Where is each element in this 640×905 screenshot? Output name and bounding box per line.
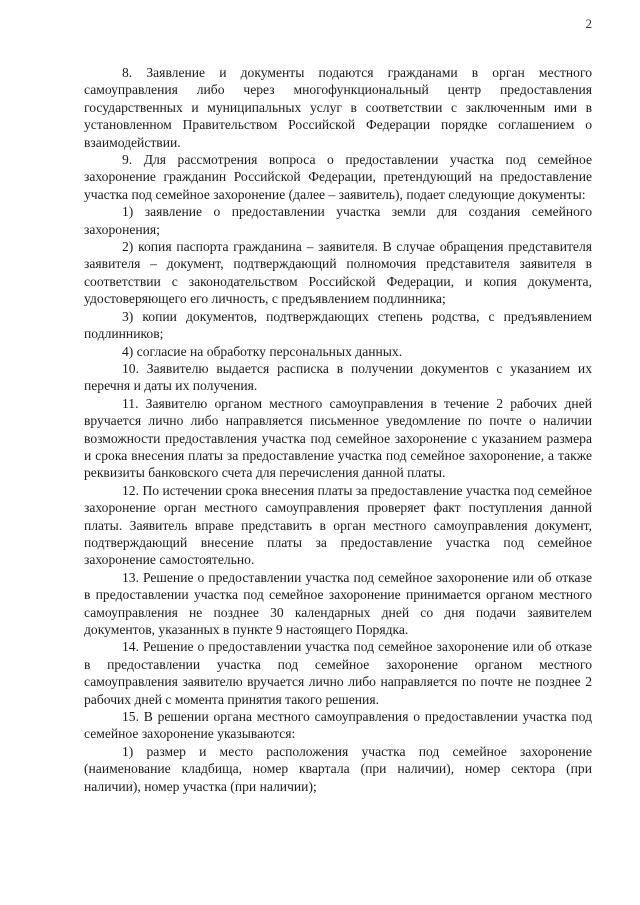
list-item-15-1: 1) размер и место расположения участка под семейное захоронение (наименование кладбища, номер квартала (при наличии), номер сектора (при наличии), номер участка (при наличии); [84,743,592,794]
paragraph-12: 12. По истечении срока внесения платы за предоставление участка под семейное захоронение орган местного самоуправления проверяет факт поступления данной платы. Заявитель вправе представить в орган местного самоуправления документ, подтверждающий внесение платы за предоставление участка под семейное захоронение самостоятельно. [84,482,592,568]
paragraph-15: 15. В решении органа местного самоуправления о предоставлении участка под семейное захоронение указываются: [84,709,592,742]
document-body [84,64,592,795]
paragraph-8: 8. Заявление и документы подаются гражданами в орган местного самоуправления либо через многофункциональный центр предоставления государственных и муниципальных услуг в соответствии с заключенным ими в установленном Правительством Российской Федерации порядке соглашением о взаимодействии. [84,65,592,150]
paragraph-11: 11. Заявителю органом местного самоуправления в течение 2 рабочих дней вручается лично либо направляется письменное уведомление по почте о наличии возможности предоставления участка под семейное захоронение с указанием размера и срока внесения платы за предоставление участка под семейное захоронение, а также реквизиты банковского счета для перечисления данной платы. [84,395,592,481]
paragraph-9: 9. Для рассмотрения вопроса о предоставлении участка под семейное захоронение гражданин Российской Федерации, претендующий на предоставление участка под семейное захоронение (далее – заявитель), подает следующие документы: [84,152,592,202]
list-item-9-4: 4) согласие на обработку персональных данных. [122,343,403,359]
paragraph-10: 10. Заявителю выдается расписка в получении документов с указанием их перечня и даты их получения. [84,360,592,394]
list-item-9-1: 1) заявление о предоставлении участка земли для создания семейного захоронения; [84,204,592,237]
paragraph-13: 13. Решение о предоставлении участка под семейное захоронение или об отказе в предоставлении участка под семейное захоронение принимается органом местного самоуправления не позднее 30 календарных дней со дня подачи заявителем документов, указанных в пункте 9 настоящего Порядка. [84,569,592,637]
page-number: 2 [585,16,592,31]
paragraph-14: 14. Решение о предоставлении участка под семейное захоронение или об отказе в предоставлении участка под семейное захоронение органом местного самоуправления заявителю вручается лично либо направляется по почте не позднее 2 рабочих дней с момента принятия такого решения. [84,639,592,707]
list-item-9-3: 3) копии документов, подтверждающих степень родства, с предъявлением подлинников; [84,308,592,342]
list-item-9-2: 2) копия паспорта гражданина – заявителя. В случае обращения представителя заявителя – документ, подтверждающий полномочия представителя заявителя в соответствии с законодательством Российской Федерации, и копия документа, удостоверяющего его личность, с предъявлением подлинника; [84,239,592,307]
